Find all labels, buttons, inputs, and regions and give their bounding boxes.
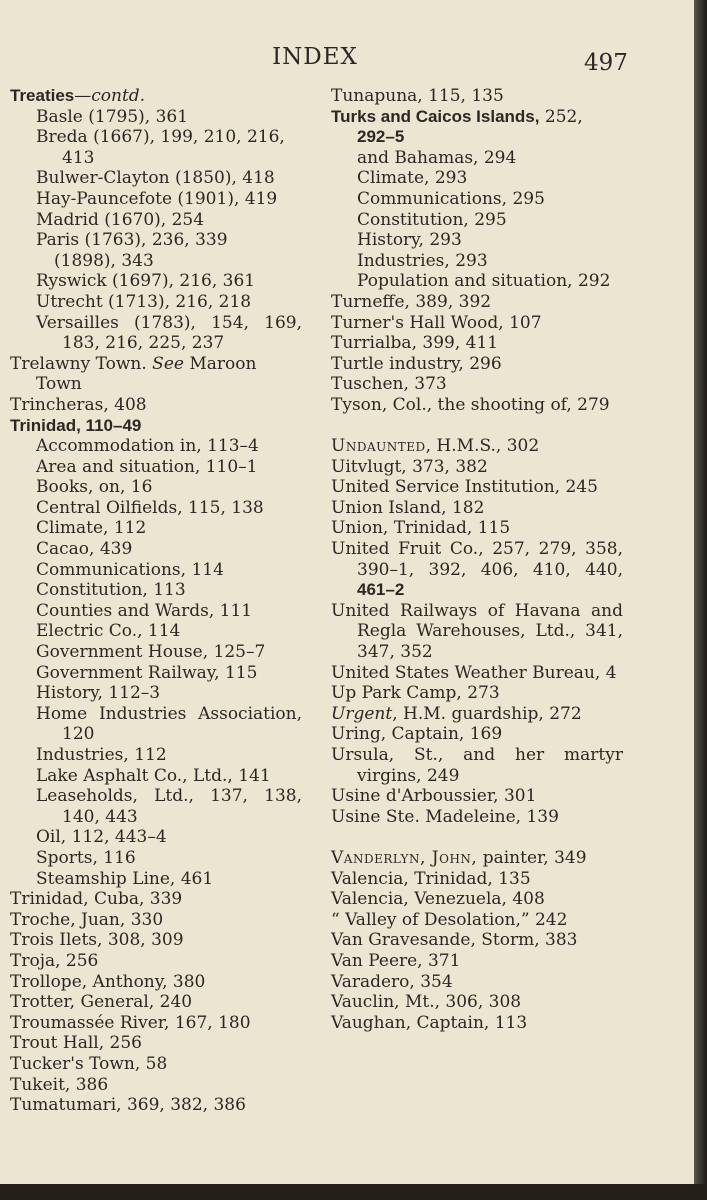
index-entry <box>331 972 623 993</box>
subentry-text: Area and situation, 110–1 <box>36 456 258 477</box>
index-entry <box>331 786 623 807</box>
entry-text: United Service Institution, 245 <box>331 477 598 498</box>
entry-text: Trincheras, 408 <box>10 394 147 415</box>
index-entry <box>10 416 302 437</box>
subentry-text: Counties and Wards, 111 <box>36 600 253 621</box>
index-entry <box>331 107 623 148</box>
index-entry <box>331 724 623 745</box>
index-subentry <box>10 786 302 827</box>
entry-text: Turner's Hall Wood, 107 <box>331 312 542 333</box>
subentry-text: Leaseholds, Ltd., 137, 138, 140, 443 <box>36 786 302 827</box>
index-entry <box>10 889 302 910</box>
index-subentry <box>331 271 623 292</box>
index-entry <box>331 869 623 890</box>
index-entry <box>331 951 623 972</box>
subentry-text: Communications, 114 <box>36 559 224 580</box>
index-subentry <box>10 683 302 704</box>
index-entry <box>10 1033 302 1054</box>
entry-heading: Turks and Caicos Islands, <box>331 106 540 126</box>
index-entry <box>10 1054 302 1075</box>
subentry-text: Ryswick (1697), 216, 361 <box>36 271 256 292</box>
index-entry <box>331 477 623 498</box>
entry-text: Turtle industry, 296 <box>331 353 502 374</box>
index-subentry <box>10 601 302 622</box>
index-entry <box>331 333 623 354</box>
subentry-text: Climate, 293 <box>357 168 468 189</box>
book-edge-right <box>694 0 707 1200</box>
subentry-text: Oil, 112, 443–4 <box>36 827 167 848</box>
entry-text: Valencia, Trinidad, 135 <box>331 868 531 889</box>
index-subentry <box>10 848 302 869</box>
entry-text: Vaughan, Captain, 113 <box>331 1012 528 1033</box>
entry-text: Turneffe, 389, 392 <box>331 291 492 312</box>
entry-text: Usine d'Arboussier, 301 <box>331 786 537 807</box>
entry-text: , H.M.S., 302 <box>425 436 540 457</box>
entry-text: 252, <box>539 106 583 127</box>
entry-tail: Maroon Town <box>36 353 257 395</box>
index-entry <box>10 86 302 107</box>
index-subentry <box>331 251 623 272</box>
index-entry <box>331 663 623 684</box>
entry-text: United Fruit Co., 257, 279, 358, 390–1, 392, 406, 410, 440, <box>331 539 623 580</box>
subentry-text: Sports, 116 <box>36 847 136 868</box>
index-entry <box>331 601 623 663</box>
index-entry <box>331 518 623 539</box>
entry-text: painter, 349 <box>477 847 587 868</box>
subentry-text: Basle (1795), 361 <box>36 106 189 127</box>
entry-text: Trois Ilets, 308, 309 <box>10 930 184 951</box>
index-entry <box>10 992 302 1013</box>
book-edge-bottom <box>0 1184 707 1200</box>
index-subentry <box>10 498 302 519</box>
subentry-text: Population and situation, 292 <box>357 271 611 292</box>
entry-text: Ursula, St., and her martyr virgins, 249 <box>331 745 623 786</box>
index-column-left <box>10 86 302 1116</box>
index-subentry <box>331 230 623 251</box>
subentry-text: Books, on, 16 <box>36 477 153 498</box>
entry-text: , H.M. guardship, 272 <box>392 703 582 724</box>
entry-text: Tyson, Col., the shooting of, 279 <box>331 394 610 415</box>
index-column-right <box>331 86 623 1033</box>
subentry-text: Cacao, 439 <box>36 539 133 560</box>
entry-text: Troja, 256 <box>10 950 99 971</box>
index-entry <box>331 930 623 951</box>
subentry-text: and Bahamas, 294 <box>357 147 517 168</box>
index-entry <box>331 807 623 828</box>
subentry-text: History, 112–3 <box>36 683 161 704</box>
index-entry <box>331 992 623 1013</box>
subentry-text: Government Railway, 115 <box>36 662 258 683</box>
index-subentry <box>10 518 302 539</box>
entry-text: Trotter, General, 240 <box>10 992 193 1013</box>
subentry-text: Madrid (1670), 254 <box>36 209 205 230</box>
index-entry <box>331 498 623 519</box>
index-subentry <box>10 663 302 684</box>
entry-text: Union, Trinidad, 115 <box>331 518 511 539</box>
index-entry <box>331 395 623 416</box>
entry-text: Tukeit, 386 <box>10 1074 109 1095</box>
subentry-text: Government House, 125–7 <box>36 642 266 663</box>
index-entry <box>10 930 302 951</box>
section-gap <box>331 827 623 848</box>
entry-text: Van Gravesande, Storm, 383 <box>331 930 578 951</box>
subentry-text: Industries, 112 <box>36 745 167 765</box>
index-subentry <box>10 436 302 457</box>
index-subentry <box>10 642 302 663</box>
subentry-text: Electric Co., 114 <box>36 621 181 642</box>
subentry-text: Constitution, 113 <box>36 580 186 601</box>
index-entry <box>10 972 302 993</box>
index-subentry <box>10 168 302 189</box>
entry-heading: Trinidad, 110–49 <box>10 415 142 435</box>
entry-text: Tumatumari, 369, 382, 386 <box>10 1095 246 1116</box>
index-entry <box>331 313 623 334</box>
entry-text: Vauclin, Mt., 306, 308 <box>331 992 522 1013</box>
entry-text: Varadero, 354 <box>331 971 453 992</box>
index-entry <box>331 354 623 375</box>
index-subentry <box>331 168 623 189</box>
entry-text: Trelawny Town. <box>10 353 153 374</box>
subentry-text: Industries, 293 <box>357 250 488 271</box>
entry-text: Union Island, 182 <box>331 497 485 518</box>
subentry-text: Steamship Line, 461 <box>36 868 214 889</box>
index-subentry <box>331 189 623 210</box>
entry-text: Usine Ste. Madeleine, 139 <box>331 806 559 827</box>
index-subentry <box>10 869 302 890</box>
subentry-text: History, 293 <box>357 230 462 251</box>
entry-heading: Vanderlyn, John, <box>331 847 478 868</box>
index-subentry <box>10 127 302 168</box>
index-entry <box>331 889 623 910</box>
index-subentry <box>10 189 302 210</box>
subentry-text: Central Oilfields, 115, 138 <box>36 497 264 518</box>
index-subentry <box>10 704 302 745</box>
subentry-text: (1898), 343 <box>54 250 154 271</box>
entry-emphasis: 461–2 <box>357 580 405 600</box>
subentry-text: Paris (1763), 236, 339 <box>36 230 228 251</box>
index-entry <box>331 910 623 931</box>
index-subentry <box>10 107 302 128</box>
subentry-text: Utrecht (1713), 216, 218 <box>36 291 252 312</box>
index-entry <box>10 951 302 972</box>
entry-text: Trout Hall, 256 <box>10 1033 142 1054</box>
index-entry <box>331 539 623 601</box>
index-subentry <box>10 230 302 251</box>
index-entry <box>331 86 623 107</box>
subentry-text: Constitution, 295 <box>357 209 507 230</box>
index-subentry <box>10 457 302 478</box>
subentry-text: Home Industries Association, 120 <box>36 703 302 745</box>
entry-text: Tucker's Town, 58 <box>10 1053 168 1074</box>
entry-text: Trinidad, Cuba, 339 <box>10 889 183 910</box>
entry-text: Van Peere, 371 <box>331 950 461 971</box>
index-subentry <box>10 766 302 787</box>
index-subentry <box>10 271 302 292</box>
entry-separator: — <box>74 86 92 106</box>
entry-emphasis: See <box>152 353 184 374</box>
subentry-text: Climate, 112 <box>36 518 147 539</box>
index-subentry <box>10 560 302 581</box>
subentry-text: Versailles (1783), 154, 169, 183, 216, 225, 237 <box>36 312 302 354</box>
entry-text: Up Park Camp, 273 <box>331 683 500 704</box>
index-entry <box>331 457 623 478</box>
index-subentry <box>10 621 302 642</box>
entry-text: Uring, Captain, 169 <box>331 724 503 745</box>
index-entry <box>331 745 623 786</box>
index-entry <box>331 848 623 869</box>
index-subentry <box>10 292 302 313</box>
subentry-text: Bulwer-Clayton (1850), 418 <box>36 168 275 189</box>
index-subentry <box>10 313 302 354</box>
entry-emphasis: contd. <box>91 86 146 106</box>
entry-heading: Treaties <box>10 86 75 105</box>
index-subentry <box>10 210 302 231</box>
subentry-text: Lake Asphalt Co., Ltd., 141 <box>36 765 271 786</box>
subentry-text: Breda (1667), 199, 210, 216, 413 <box>36 127 285 168</box>
entry-text: Troche, Juan, 330 <box>10 909 164 930</box>
page-number: 497 <box>584 50 628 76</box>
index-entry <box>331 292 623 313</box>
entry-text: Turrialba, 399, 411 <box>331 333 499 354</box>
index-entry <box>331 374 623 395</box>
running-head: INDEX <box>272 44 358 70</box>
index-subentry <box>331 148 623 169</box>
entry-text: Valencia, Venezuela, 408 <box>331 889 545 910</box>
subentry-text: Hay-Pauncefote (1901), 419 <box>36 188 278 209</box>
entry-text: United States Weather Bureau, 4 <box>331 662 617 683</box>
index-subentry <box>331 210 623 231</box>
index-subentry <box>10 477 302 498</box>
entry-text: Troumassée River, 167, 180 <box>10 1012 251 1033</box>
entry-text: Uitvlugt, 373, 382 <box>331 456 488 477</box>
index-entry <box>331 436 623 457</box>
index-entry <box>10 1075 302 1096</box>
index-entry <box>331 1013 623 1034</box>
index-entry <box>10 1013 302 1034</box>
index-entry <box>331 683 623 704</box>
entry-heading: Urgent <box>331 703 393 724</box>
index-subentry <box>10 539 302 560</box>
index-entry <box>10 910 302 931</box>
entry-text: Tuschen, 373 <box>331 374 447 395</box>
entry-text: Tunapuna, 115, 135 <box>331 86 504 106</box>
index-entry <box>10 395 302 416</box>
entry-text: Trollope, Anthony, 380 <box>10 971 206 992</box>
entry-heading: Undaunted <box>331 436 426 457</box>
subentry-text: Communications, 295 <box>357 188 545 209</box>
index-subentry <box>10 745 302 766</box>
index-subentry <box>10 251 302 272</box>
index-entry <box>331 704 623 725</box>
entry-text: “ Valley of Desolation,” 242 <box>331 909 568 930</box>
subentry-text: Accommodation in, 113–4 <box>36 436 259 457</box>
section-gap <box>331 416 623 437</box>
index-subentry <box>10 827 302 848</box>
entry-text: United Railways of Havana and Regla Warehouses, Ltd., 341, 347, 352 <box>331 600 623 663</box>
index-subentry <box>10 580 302 601</box>
entry-emphasis: 292–5 <box>357 127 405 147</box>
index-entry <box>10 354 302 395</box>
index-entry <box>10 1095 302 1116</box>
